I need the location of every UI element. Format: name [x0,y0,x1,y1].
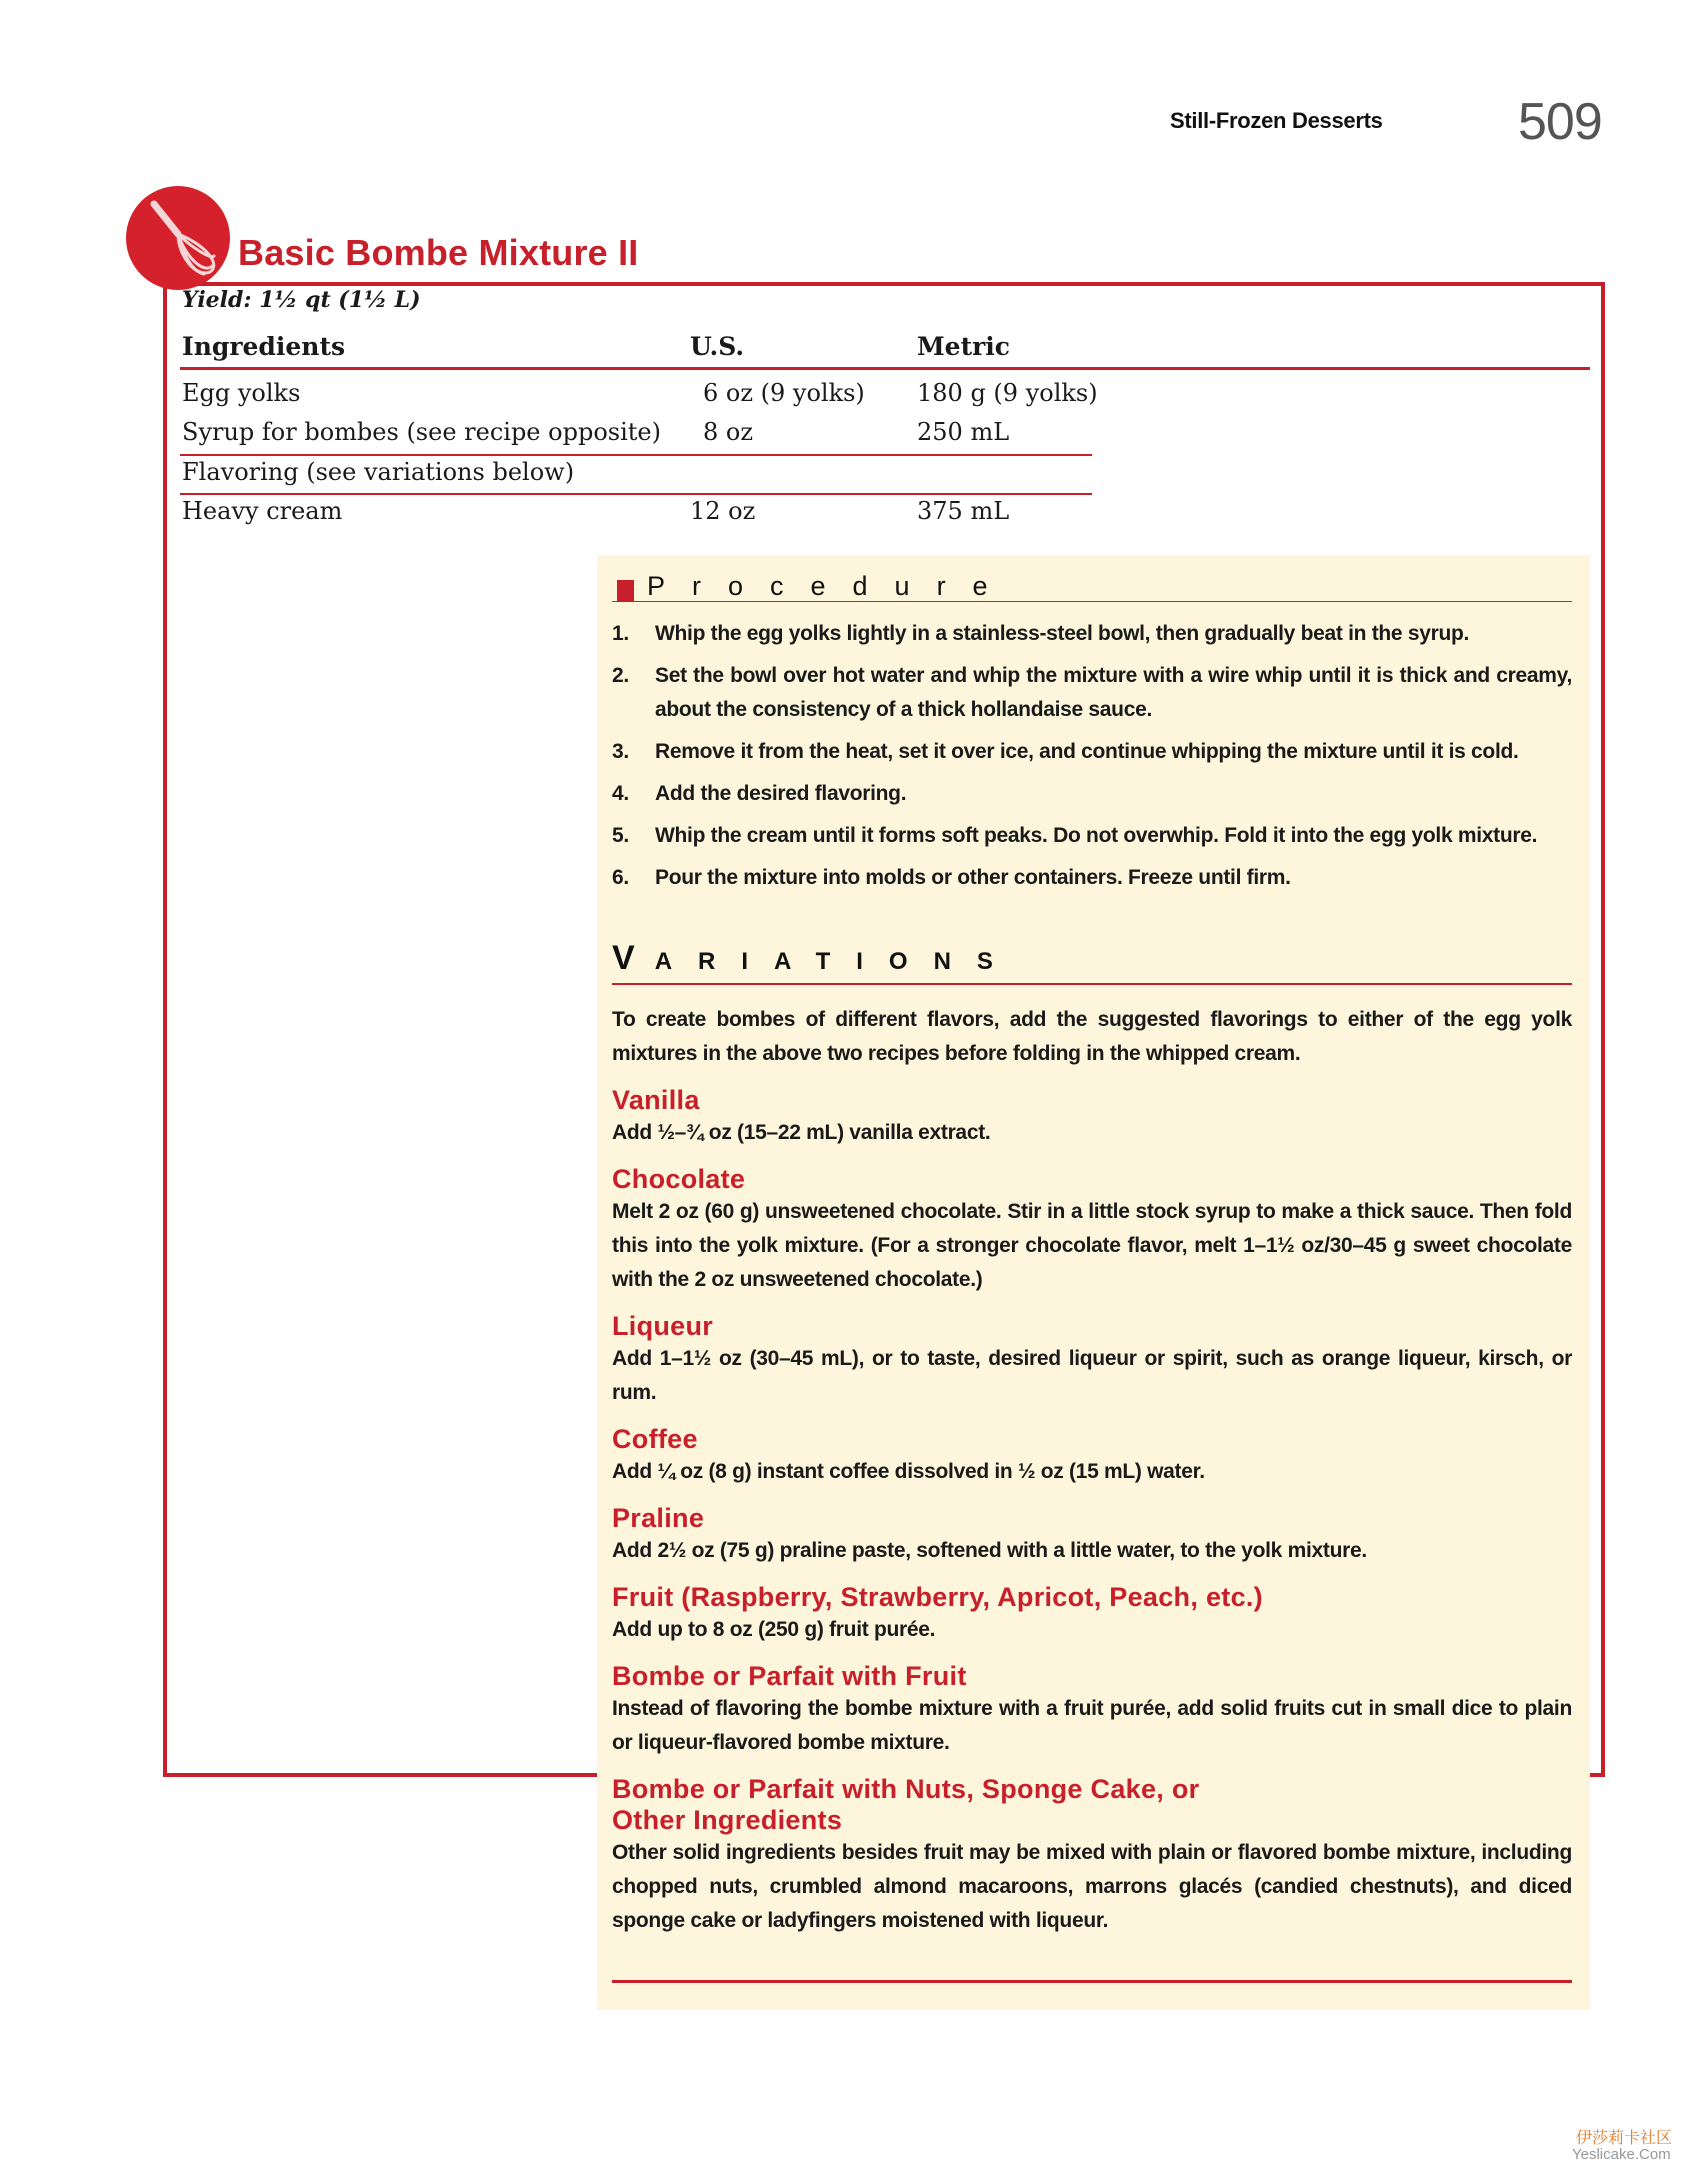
variation-title: Fruit (Raspberry, Strawberry, Apricot, Peach, etc.) [612,1582,1263,1612]
whisk-icon [126,186,230,290]
procedure-step [612,777,1572,811]
recipe-title: Basic Bombe Mixture II [238,232,649,274]
procedure-step [612,819,1572,853]
ingredient-name: Heavy cream [182,497,343,525]
step-number: 3. [612,740,629,763]
watermark-en: Yeslicake.Com [1572,2146,1671,2163]
running-title: Still-Frozen Desserts [1170,108,1383,133]
column-header-metric: Metric [917,332,1011,361]
ingredient-us: 6 oz (9 yolks) [703,379,865,407]
variations-body [612,1003,1572,1952]
variation-item [612,1311,1572,1410]
panel-end-rule [612,1980,1572,1983]
procedure-step [612,659,1572,727]
variation-title: Praline [612,1503,705,1533]
variation-title: Liqueur [612,1311,714,1341]
step-number: 2. [612,664,629,687]
variation-text: Add ½–¾ oz (15–22 mL) vanilla extract. [612,1121,991,1144]
ingredient-name: Flavoring (see variations below) [182,458,575,486]
column-header-us: U.S. [690,332,745,361]
ingredient-metric: 250 mL [917,418,1010,446]
procedure-rule [612,601,1572,602]
ingredient-metric: 375 mL [917,497,1010,525]
variations-rule [612,983,1572,985]
variation-text: Other solid ingredients besides fruit may be mixed with plain or flavored bombe mixture, including chopped nuts, crumbled almond macaroons, marrons glacés (candied chestnuts), and diced sponge cake or ladyfingers moistened with liqueur. [612,1841,1572,1932]
ingredient-name: Egg yolks [182,379,301,407]
variation-text: Melt 2 oz (60 g) unsweetened chocolate. Stir in a little stock syrup to make a thick sauce. Then fold this into the yolk mixture. (For a stronger chocolate flavor, melt 1–1½ oz/30–45 g sweet chocolate with the 2 oz unsweetened chocolate.) [612,1200,1572,1291]
procedure-heading: Procedure [647,571,1015,601]
variation-item [612,1085,1572,1150]
step-text: Remove it from the heat, set it over ice, and continue whipping the mixture until it is cold. [655,740,1519,763]
whisk-badge [126,186,230,290]
table-row-rule [180,493,1092,495]
variation-title: Bombe or Parfait with Nuts, Sponge Cake, or Other Ingredients [612,1774,1200,1835]
procedure-marker-icon [617,580,634,602]
ingredient-metric: 180 g (9 yolks) [917,379,1098,407]
step-number: 6. [612,866,629,889]
step-text: Whip the cream until it forms soft peaks. Do not overwhip. Fold it into the egg yolk mixture. [655,824,1538,847]
variation-title: Coffee [612,1424,698,1454]
variation-item [612,1582,1572,1647]
variation-text: Add ¼ oz (8 g) instant coffee dissolved in ½ oz (15 mL) water. [612,1460,1205,1483]
ingredient-us: 8 oz [703,418,753,446]
variation-title: Bombe or Parfait with Fruit [612,1661,967,1691]
page-number: 509 [1518,93,1602,151]
ingredient-name: Syrup for bombes (see recipe opposite) [182,418,661,446]
variations-heading-initial: V [612,939,635,977]
variation-item [612,1774,1572,1938]
table-header-rule [180,367,1590,370]
step-number: 1. [612,622,629,645]
variations-intro: To create bombes of different flavors, add the suggested flavorings to either of the egg yolk mixtures in the above two recipes before folding in the whipped cream. [612,1008,1572,1065]
step-text: Pour the mixture into molds or other containers. Freeze until firm. [655,866,1291,889]
variation-item [612,1164,1572,1297]
variation-text: Add 1–1½ oz (30–45 mL), or to taste, desired liqueur or spirit, such as orange liqueur, kirsch, or rum. [612,1347,1572,1404]
step-number: 4. [612,782,629,805]
ingredient-us: 12 oz [690,497,756,525]
step-number: 5. [612,824,629,847]
step-text: Set the bowl over hot water and whip the mixture with a wire whip until it is thick and creamy, about the consistency of a thick hollandaise sauce. [655,664,1572,721]
column-header-ingredients: Ingredients [182,332,346,361]
table-row-rule [180,454,1092,456]
variations-heading [612,939,1019,978]
variation-text: Add up to 8 oz (250 g) fruit purée. [612,1618,936,1641]
procedure-steps [612,617,1572,903]
variation-item [612,1503,1572,1568]
recipe-yield: Yield: 1½ qt (1½ L) [182,287,421,313]
variation-item [612,1661,1572,1760]
variation-text: Instead of flavoring the bombe mixture with a fruit purée, add solid fruits cut in small dice to plain or liqueur-flavored bombe mixture. [612,1697,1572,1754]
step-text: Whip the egg yolks lightly in a stainless-steel bowl, then gradually beat in the syrup. [655,622,1470,645]
variation-title: Chocolate [612,1164,746,1194]
variation-item [612,1424,1572,1489]
variation-title: Vanilla [612,1085,700,1115]
watermark-cn: 伊莎莉卡社区 [1576,2128,1673,2147]
procedure-step [612,861,1572,895]
procedure-step [612,617,1572,651]
step-text: Add the desired flavoring. [655,782,907,805]
procedure-step [612,735,1572,769]
variations-heading-rest: ARIATIONS [654,948,1019,975]
variation-text: Add 2½ oz (75 g) praline paste, softened with a little water, to the yolk mixture. [612,1539,1367,1562]
